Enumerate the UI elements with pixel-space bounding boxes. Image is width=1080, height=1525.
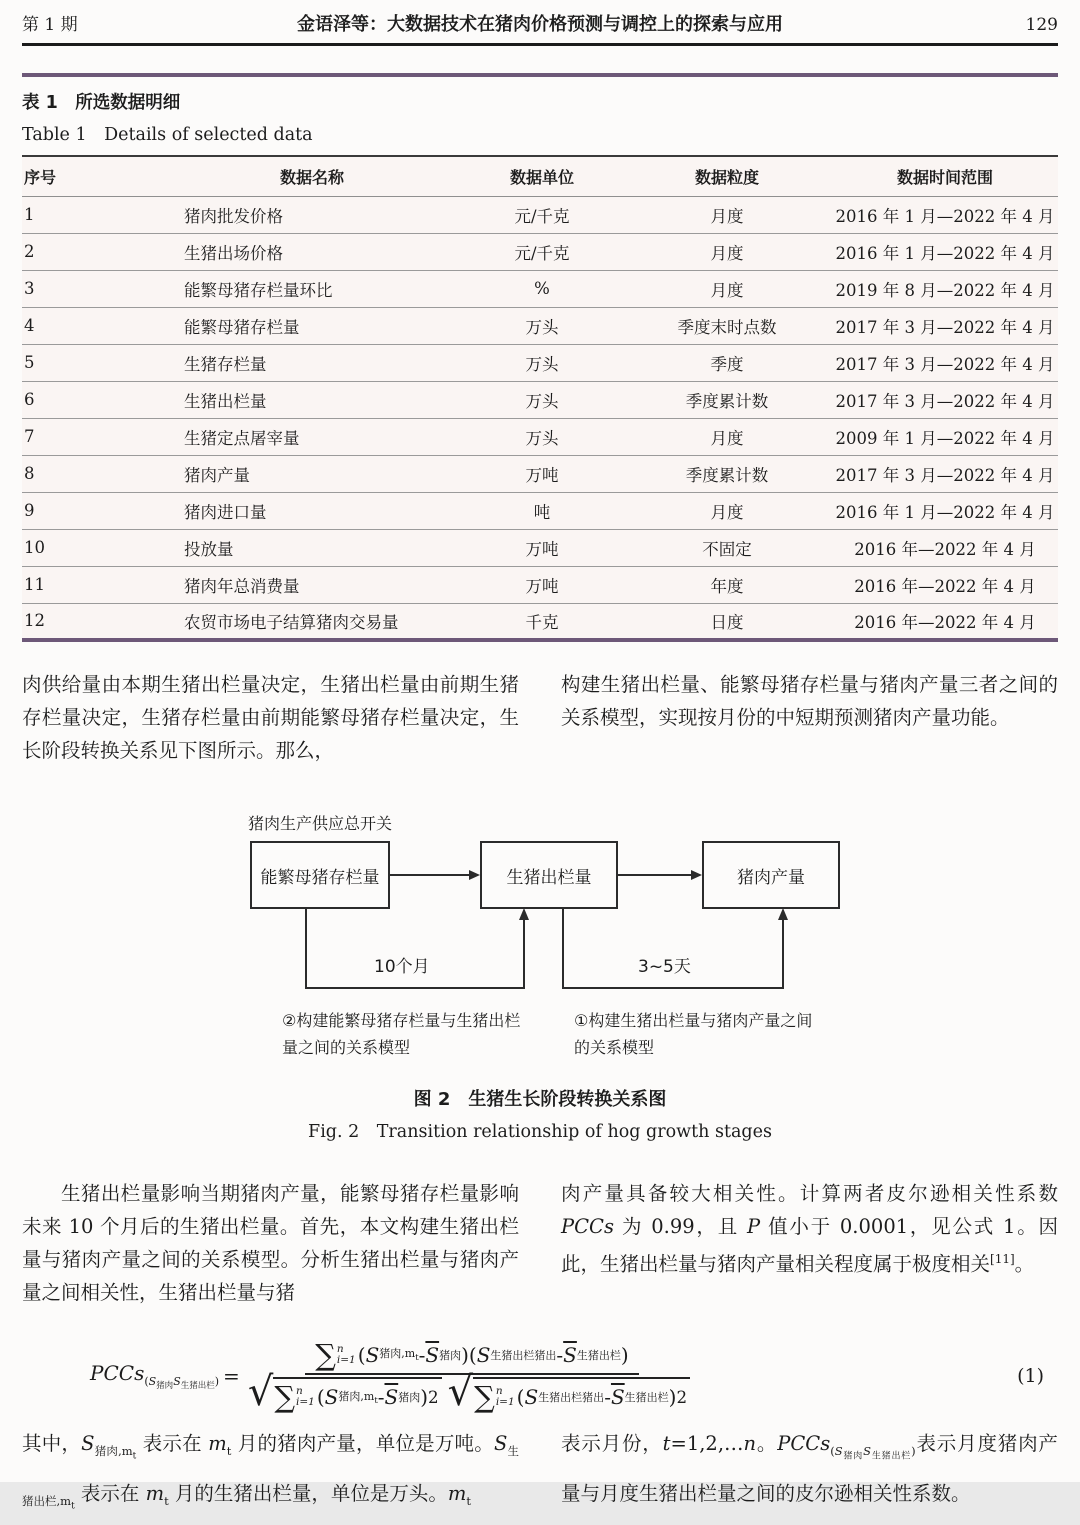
table-row [22,344,1058,381]
p-value-symbol: P [746,1215,761,1238]
cell-name: 生猪出栏量 [184,391,267,411]
cell-name: 投放量 [184,539,234,559]
col-header-name: 数据名称 [279,167,344,187]
cell-range: 2017 年 3 月—2022 年 4 月 [835,317,1055,337]
body-text-top [22,668,1058,767]
table-row [22,492,1058,529]
cell-name: 猪肉批发价格 [184,206,283,226]
table-row [22,529,1058,566]
sqrt-term: √ ∑ n i=1 ( S 猪肉$,m_t$ - $\overline{S}$ 猪肉 ) 2 [248,1377,442,1413]
text-run: 。 [1014,1252,1035,1276]
table-row [22,233,1058,270]
cell-name: 猪肉年总消费量 [184,576,300,596]
cell-granularity: 月度 [710,502,744,522]
issue-label: 第 1 期 [22,15,78,35]
cell-granularity: 季度 [710,354,744,374]
cell-granularity: 月度 [710,243,744,263]
flow-line [390,874,470,876]
cell-granularity: 月度 [710,206,744,226]
cell-range: 2016 年 1 月—2022 年 4 月 [835,206,1055,226]
flow-diagram [22,811,1058,1069]
cell-unit: 万头 [525,317,559,337]
cell-unit: 万吨 [525,465,559,485]
cell-index: 8 [24,464,35,483]
cell-name: 能繁母猪存栏量环比 [184,280,333,300]
flow-line [562,987,784,989]
cell-granularity: 不固定 [702,539,752,559]
cell-granularity: 月度 [710,280,744,300]
page-number: 129 [1025,15,1058,35]
cell-granularity: 季度末时点数 [677,317,777,337]
flow-box-sow-inventory: 能繁母猪存栏量 [250,841,390,909]
cell-unit: 万头 [525,428,559,448]
cell-unit: 吨 [533,502,551,522]
flow-line [305,909,307,989]
cell-range: 2016 年 1 月—2022 年 4 月 [835,243,1055,263]
flow-line [523,919,525,989]
flow-line [562,909,564,989]
arrow-up-icon [778,908,788,920]
running-title: 金语泽等：大数据技术在猪肉价格预测与调控上的探索与应用 [297,14,783,35]
summation-symbol: ∑ n i=1 [274,1380,315,1414]
table-row [22,418,1058,455]
figure-caption-en: Fig. 2 Transition relationship of hog growth stages [308,1122,772,1142]
text-run: 为 0.99，且 [613,1215,747,1238]
cell-granularity: 年度 [710,576,744,596]
cell-unit: 万吨 [525,576,559,596]
equation-lhs [90,1361,219,1391]
equation-number: (1) [1017,1365,1044,1387]
cell-range: 2016 年—2022 年 4 月 [854,576,1036,596]
cell-range: 2016 年—2022 年 4 月 [854,539,1036,559]
flow-box-pork-output: 猪肉产量 [702,841,840,909]
col-header-range: 数据时间范围 [896,167,993,187]
table-row [22,307,1058,344]
col-header-granularity: 数据粒度 [694,167,759,187]
running-head [22,8,1058,36]
cell-range: 2017 年 3 月—2022 年 4 月 [835,465,1055,485]
equation-notes-right: 表示月份，t=1,2,…n。PCCs$_{(S_{猪肉}S_{生猪出栏})}$表示月度猪肉产量与月度生猪出栏量之间的皮尔逊相关性系数。 [561,1432,1058,1506]
summation-symbol: ∑ n i=1 [474,1380,515,1414]
figure-caption-cn: 图 2 生猪生长阶段转换关系图 [413,1089,667,1110]
cell-index: 9 [24,501,35,520]
cell-name: 农贸市场电子结算猪肉交易量 [184,612,399,632]
cell-range: 2017 年 3 月—2022 年 4 月 [835,354,1055,374]
body-text-bottom [22,1425,1058,1525]
table-title-cn: 表 1 所选数据明细 [22,93,181,113]
cell-granularity: 季度累计数 [685,391,769,411]
table-row [22,381,1058,418]
cell-unit: 万吨 [525,539,559,559]
cell-name: 能繁母猪存栏量 [184,317,300,337]
cell-index: 2 [24,242,35,261]
cell-index: 10 [24,538,45,557]
citation-ref: [11] [990,1252,1015,1266]
flow-box-hog-slaughter-volume: 生猪出栏量 [480,841,618,909]
fraction-numerator: ∑ n i=1 ( S 猪肉$,m_t$ - $\overline{S}$ 猪肉 )( S 生猪出栏猪出 - $\overline{S}$ 生猪出栏 ) [305,1340,638,1375]
cell-index: 12 [24,611,45,631]
diagram-note-left: ②构建能繁母猪存栏量与生猪出栏量之间的关系模型 [282,1011,521,1057]
cell-unit: 万头 [525,354,559,374]
cell-range: 2017 年 3 月—2022 年 4 月 [835,391,1055,411]
cell-index: 1 [24,205,35,224]
fraction-denominator [247,1368,696,1415]
cell-name: 猪肉产量 [184,465,250,485]
arrow-right-icon [691,870,702,880]
equation-1 [22,1329,1058,1423]
pccs-symbol: PCCs [777,1432,831,1455]
table-row [22,270,1058,307]
equation-notes-left: 其中，$S_{猪肉,m_t}$ 表示在 $m_t$ 月的猪肉产量，单位是万吨。$S_{生猪出栏,m_t}$ 表示在 $m_t$ 月的生猪出栏量，单位是万头。$m_t$ [22,1432,520,1512]
cell-range: 2016 年—2022 年 4 月 [854,612,1036,632]
table-row [22,455,1058,492]
cell-name: 猪肉进口量 [184,502,267,522]
cell-name: 生猪存栏量 [184,354,267,374]
col-header-index: 序号 [24,167,57,187]
text-run: 肉产量具备较大相关性。计算两者皮尔逊相关性系数 [561,1182,1058,1205]
header-rule [22,43,1058,46]
cell-index: 4 [24,316,35,335]
equation-lhs-subscript: (S猪肉S生猪出栏) [144,1374,220,1392]
cell-index: 6 [24,390,35,409]
body-text-mid [22,1177,1058,1309]
table-title-en: Table 1 Details of selected data [22,125,313,145]
arrow-up-icon [519,908,529,920]
arrow-right-icon [469,870,480,880]
cell-range: 2019 年 8 月—2022 年 4 月 [835,280,1055,300]
cell-unit: 元/千克 [514,243,570,263]
cell-range: 2009 年 1 月—2022 年 4 月 [835,428,1055,448]
pccs-symbol: PCCs [90,1360,145,1385]
cell-index: 7 [24,427,35,446]
diagram-note-right: ①构建生猪出栏量与猪肉产量之间的关系模型 [574,1011,813,1057]
cell-granularity: 日度 [710,612,744,632]
flow-line [305,987,525,989]
text-run: 值小于 0.0001，见公式 1。因此，生猪出栏量与猪肉产量相关程度属于极度相关 [561,1215,1059,1276]
paragraph-right-top: 构建生猪出栏量、能繁母猪存栏量与猪肉产量三者之间的关系模型，实现按月份的中短期预测猪肉产量功能。 [561,673,1058,729]
table-row [22,566,1058,603]
paragraph-right-mid [561,1177,1058,1309]
diagram-switch-label: 猪肉生产供应总开关 [248,814,393,833]
cell-unit: % [534,279,550,298]
data-table [22,155,1058,642]
col-header-unit: 数据单位 [509,167,574,187]
table-top-accent-rule [22,73,1058,77]
fraction [247,1337,696,1415]
cell-name: 生猪定点屠宰量 [184,428,300,448]
cell-index: 5 [24,353,35,372]
cell-unit: 元/千克 [514,206,570,226]
paragraph-left-top: 肉供给量由本期生猪出栏量决定，生猪出栏量由前期生猪存栏量决定，生猪存栏量由前期能繁母猪存栏量决定，生长阶段转换关系见下图所示。那么， [22,673,519,762]
table-row [22,196,1058,233]
table-row [22,603,1058,640]
cell-index: 3 [24,279,35,298]
cell-granularity: 月度 [710,428,744,448]
cell-name: 生猪出场价格 [184,243,283,263]
table-header-row [22,156,1058,196]
flow-line [782,919,784,989]
paragraph-left-mid: 生猪出栏量影响当期猪肉产量，能繁母猪存栏量影响未来 10 个月后的生猪出栏量。首先，本文构建生猪出栏量与猪肉产量之间的关系模型。分析生猪出栏量与猪肉产量之间相关性，生猪出栏量与猪 [22,1182,519,1304]
flow-line [618,874,692,876]
pccs-symbol: PCCs [561,1215,614,1238]
loop-label-three-five-days: 3~5天 [638,957,691,977]
sqrt-term: √ ∑ n i=1 ( S 生猪出栏猪出 - $\overline{S}$ 生猪出栏 ) 2 [448,1377,690,1413]
cell-unit: 万头 [525,391,559,411]
equals-sign: = [223,1364,240,1388]
cell-index: 11 [24,575,45,594]
cell-unit: 千克 [525,612,559,632]
cell-range: 2016 年 1 月—2022 年 4 月 [835,502,1055,522]
summation-symbol: ∑ n i=1 [315,1337,356,1372]
loop-label-ten-months: 10个月 [374,957,430,977]
cell-granularity: 季度累计数 [685,465,769,485]
